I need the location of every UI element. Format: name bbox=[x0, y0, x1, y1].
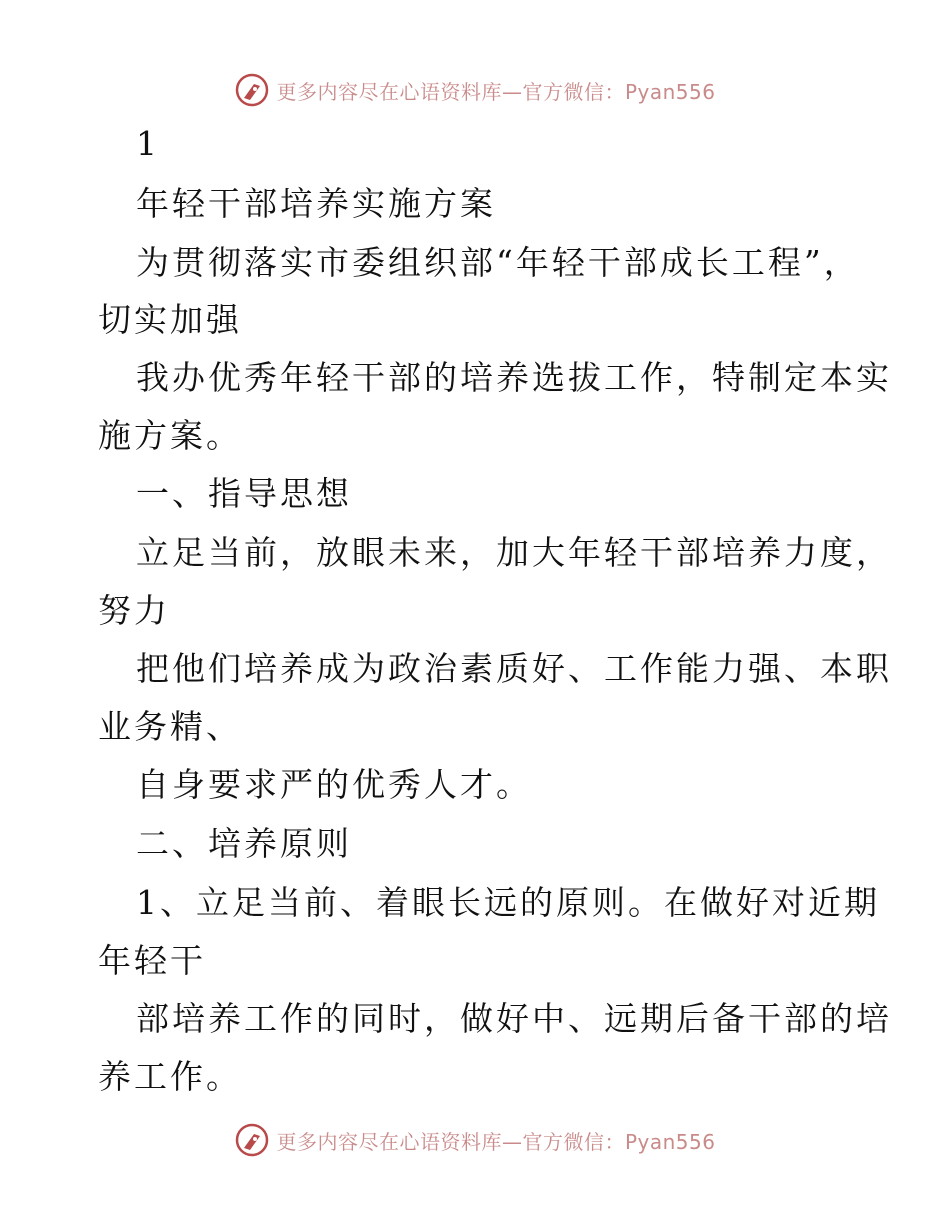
page-number: 1 bbox=[136, 124, 160, 163]
pen-nib-icon bbox=[234, 72, 270, 108]
section-heading: 一、指导思想 bbox=[136, 474, 352, 513]
watermark-text: 更多内容尽在心语资料库—官方微信：Pyan556 bbox=[276, 79, 716, 104]
paragraph-line: 业务精、 bbox=[98, 707, 242, 746]
pen-nib-icon bbox=[234, 1122, 270, 1158]
paragraph-line: 部培养工作的同时，做好中、远期后备干部的培 bbox=[136, 999, 892, 1038]
paragraph-line: 1、立足当前、着眼长远的原则。在做好对近期 bbox=[136, 883, 880, 922]
paragraph-line: 把他们培养成为政治素质好、工作能力强、本职 bbox=[136, 649, 892, 688]
paragraph-line: 立足当前，放眼未来，加大年轻干部培养力度， bbox=[136, 533, 892, 572]
paragraph-line: 养工作。 bbox=[98, 1057, 242, 1096]
paragraph-line: 切实加强 bbox=[98, 300, 242, 339]
section-heading: 二、培养原则 bbox=[136, 824, 352, 863]
header-watermark bbox=[0, 68, 950, 112]
paragraph-line: 我办优秀年轻干部的培养选拔工作，特制定本实 bbox=[136, 358, 892, 397]
paragraph-line: 施方案。 bbox=[98, 416, 242, 455]
watermark-text: 更多内容尽在心语资料库—官方微信：Pyan556 bbox=[276, 1129, 716, 1154]
paragraph-line: 努力 bbox=[98, 591, 170, 630]
paragraph-line: 自身要求严的优秀人才。 bbox=[136, 765, 532, 804]
document-title: 年轻干部培养实施方案 bbox=[136, 184, 496, 223]
footer-watermark bbox=[0, 1118, 950, 1162]
paragraph-line: 为贯彻落实市委组织部“年轻干部成长工程”， bbox=[136, 243, 860, 282]
paragraph-line: 年轻干 bbox=[98, 941, 206, 980]
